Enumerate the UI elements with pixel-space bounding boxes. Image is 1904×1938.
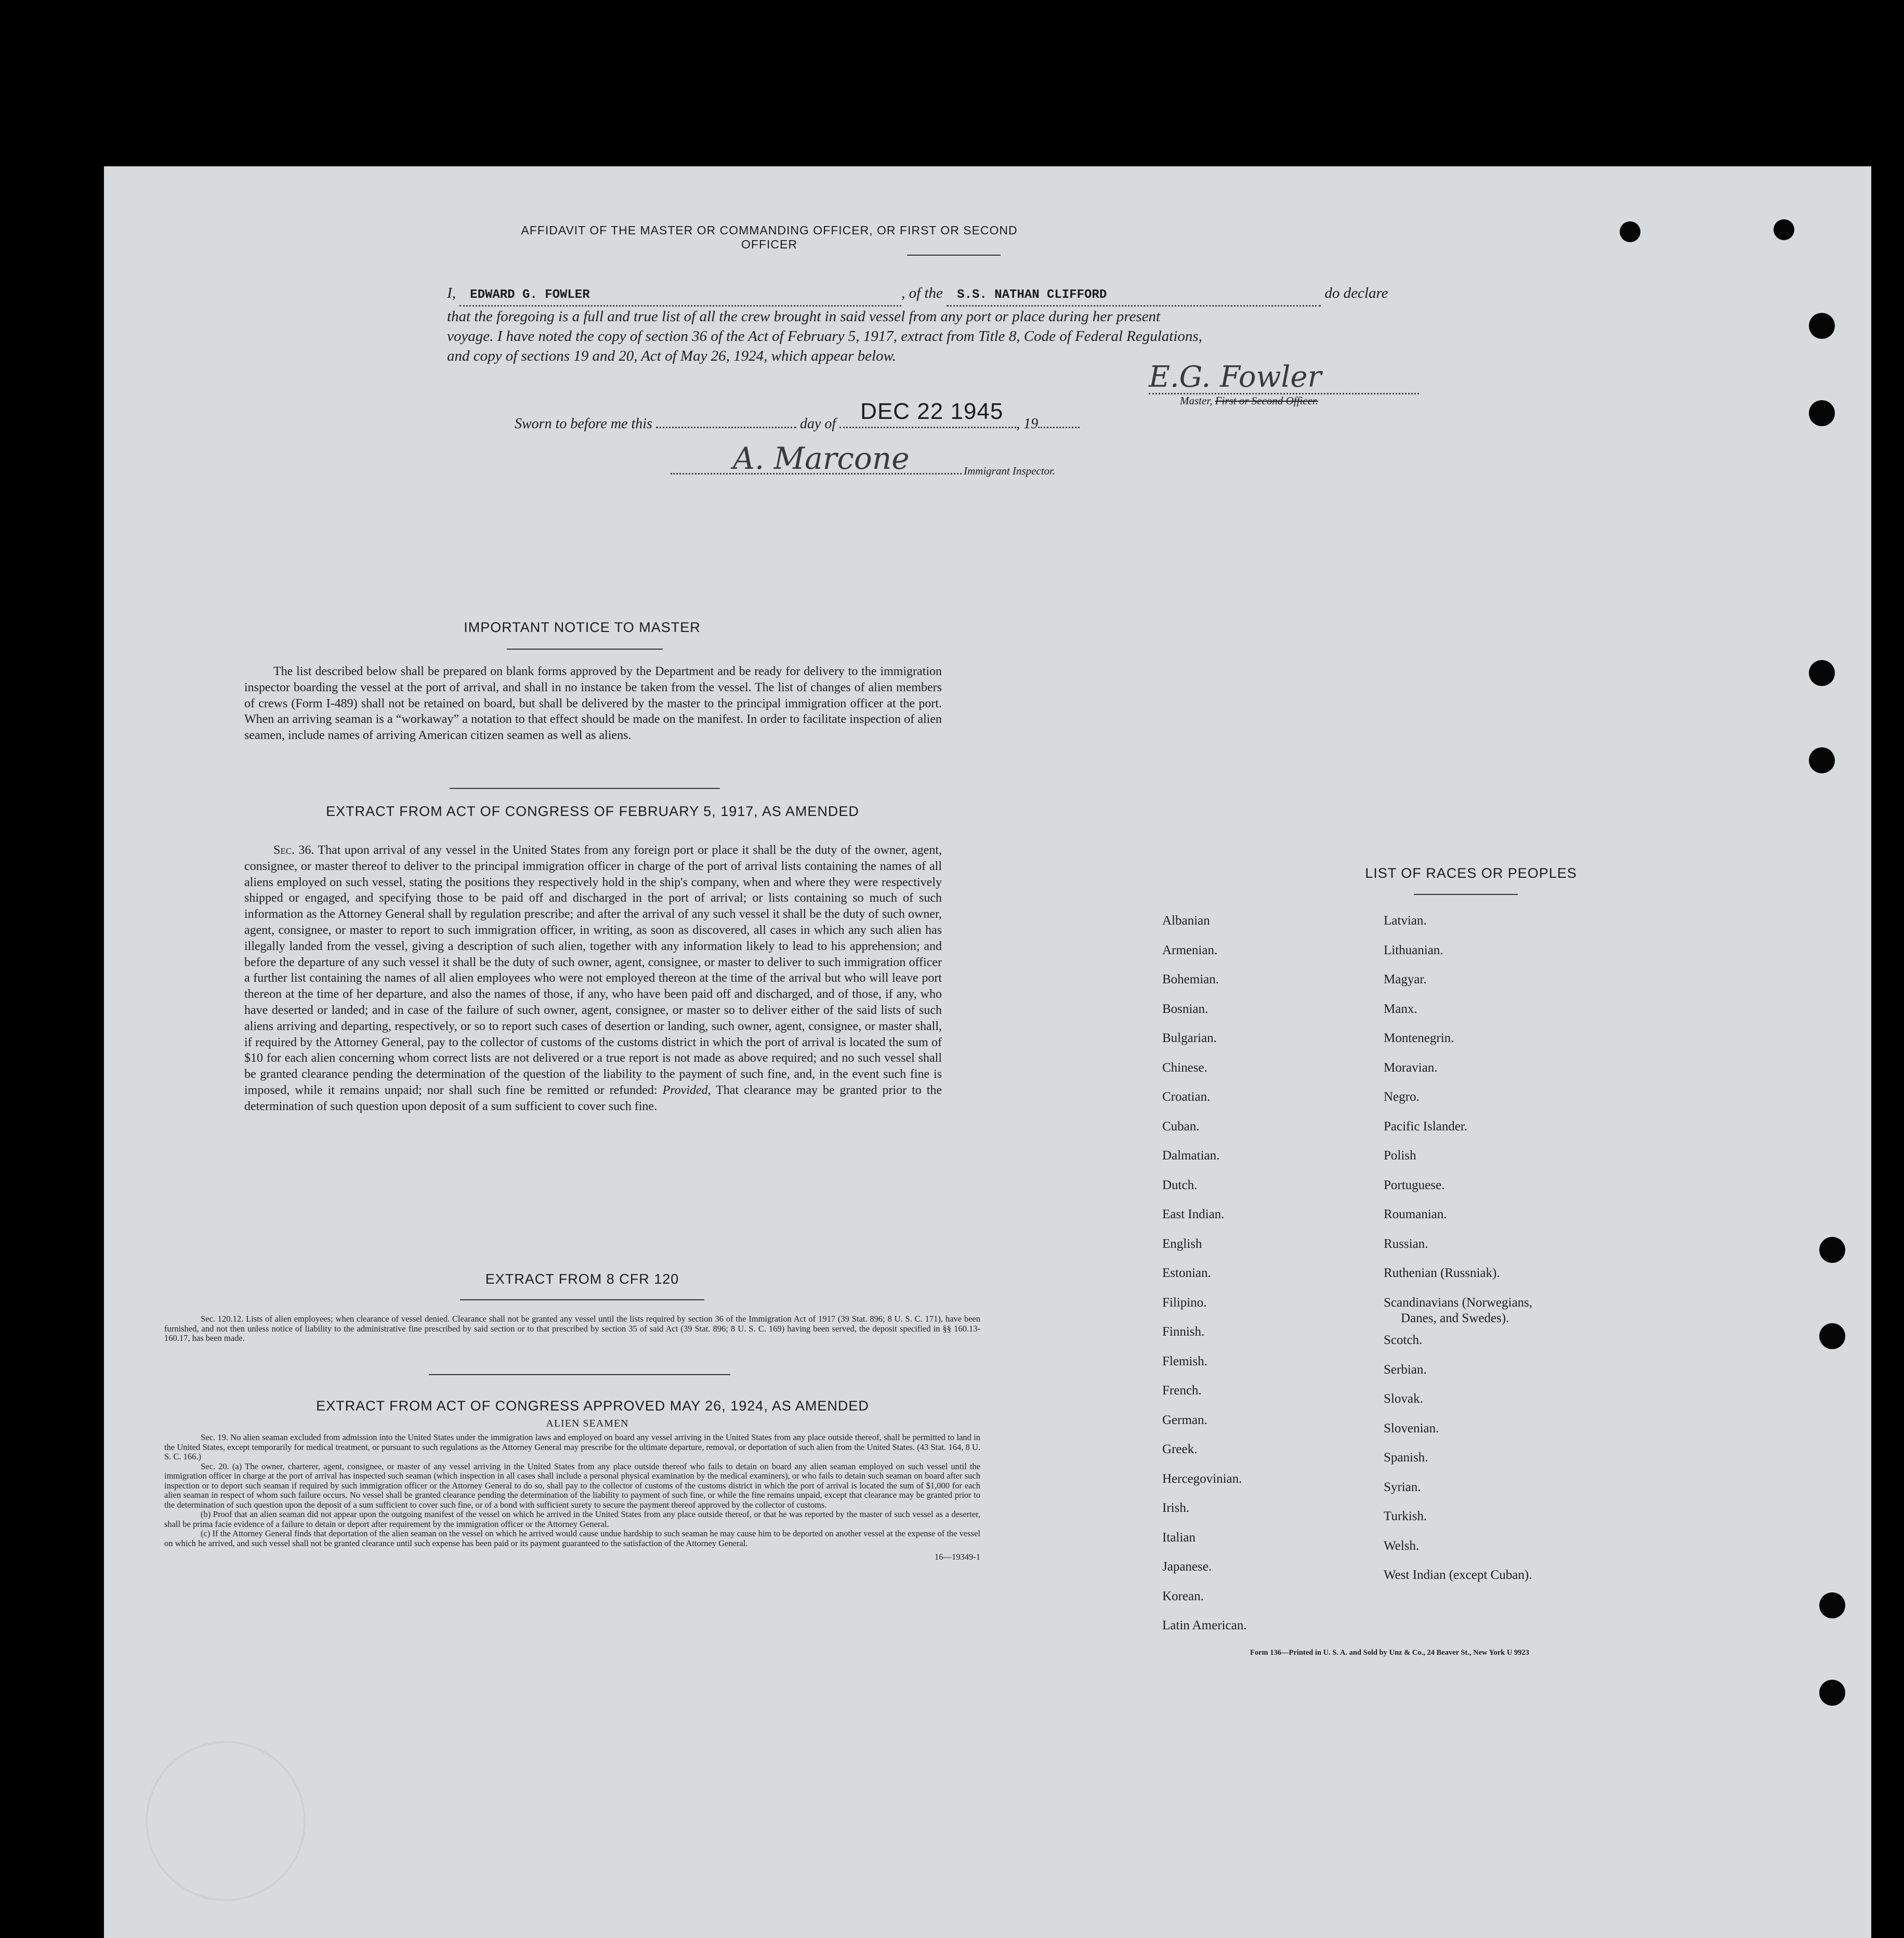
- sec-36-text: That upon arrival of any vessel in the United States from any foreign port or place it shall be the duty of the owner, agent, consignee, or master thereof to deliver to the principal immigration officer in charge of the port of arrival lists containing the names of all aliens employed on such vessel, stating the positions they respectively hold in the ship's company, when and where they were respectively shipped or engaged, and specifying those to be paid off and discharged in the port of arrival; or lists containing so much of such information as the Attorney General shall by regulation prescribe; and after the arrival of any such vessel it shall be the duty of such owner, agent, consignee, or master to report to such immigration officer, in writing, as soon as discovered, all cases in which any such alien has illegally landed from the vessel, giving a description of such alien, together with any information likely to lead to his apprehension; and before the departure of any such vessel it shall be the duty of such owner, agent, consignee, or master to deliver to such immigration officer a further list containing the names of all alien employees who were not employed thereon at the time of the arrival but who will leave port thereon at the time of her departure, and also the names of those, if any, who have been paid off and discharged, and of those, if any, who have deserted or landed; and in case of the failure of such owner, agent, consignee, or master so to deliver either of the said lists of such aliens arriving and departing, respectively, or so to report such cases of desertion or landing, such owner, agent, consignee, or master shall, if required by the Attorney General, pay to the collector of customs of the customs district in which the port of arrival is located the sum of $10 for each alien concerning whom correct lists are not delivered or a true report is not made as above required; and no such vessel shall be granted clearance pending the determination of the question of the liability to the payment of such fine, and, in the event such fine is imposed, while it remains unpaid; nor shall such fine be remitted or refunded:: [244, 843, 942, 1097]
- do-declare-label: do declare: [1324, 285, 1388, 301]
- race-item: Danes, and Swedes).: [1401, 1311, 1509, 1325]
- cfr-heading: EXTRACT FROM 8 CFR 120: [485, 1271, 679, 1287]
- affidavit-line-2: that the foregoing is a full and true list of all the crew brought in said vessel from any port or place during her present: [447, 308, 1161, 325]
- race-item: German.: [1162, 1413, 1207, 1427]
- binder-hole: [1819, 1680, 1845, 1706]
- binder-hole: [1774, 219, 1794, 240]
- of-the-label: , of the: [901, 285, 943, 301]
- race-item: Latvian.: [1384, 914, 1427, 928]
- alien-seamen-subheading: ALIEN SEAMEN: [546, 1418, 629, 1429]
- sec-36-text-end: That clearance may be granted prior to the determination of such question upon deposit of a sum sufficient to cover such fine.: [244, 1083, 942, 1113]
- vessel-name: S.S. NATHAN CLIFFORD: [957, 288, 1107, 302]
- inspector-label: Immigrant Inspector.: [964, 465, 1056, 477]
- race-item: Moravian.: [1384, 1060, 1438, 1075]
- extract-1924-heading: EXTRACT FROM ACT OF CONGRESS APPROVED MAY 26, 1924, AS AMENDED: [316, 1398, 869, 1414]
- race-item: Croatian.: [1162, 1090, 1211, 1104]
- race-item: Syrian.: [1384, 1480, 1421, 1494]
- binder-hole: [1809, 313, 1835, 339]
- race-item: Negro.: [1384, 1090, 1420, 1104]
- extract-1917-text: [244, 842, 942, 1115]
- notice-heading: IMPORTANT NOTICE TO MASTER: [464, 619, 701, 635]
- race-item: Spanish.: [1384, 1451, 1428, 1465]
- race-item: Scotch.: [1384, 1333, 1423, 1347]
- race-item: Slovak.: [1384, 1392, 1423, 1406]
- divider: [1414, 894, 1518, 895]
- notice-text: The list described below shall be prepared on blank forms approved by the Department and be ready for delivery to the immigration inspector boarding the vessel at the port of arrival, and shall in no instance be taken from the vessel. The list of changes of alien members of crews (Form I-489) shall not be retained on board, but shall be delivered by the master to the principal immigration officer at the port. When an arriving seaman is a “workaway” a notation to that effect should be made on the manifest. In order to facilitate inspection of alien seamen, include names of arriving American citizen seamen as well as aliens.: [244, 665, 942, 743]
- master-signature: E.G. Fowler: [1149, 362, 1419, 394]
- race-item: Japanese.: [1162, 1560, 1212, 1574]
- race-item: Magyar.: [1384, 972, 1427, 986]
- race-item: Bulgarian.: [1162, 1031, 1217, 1045]
- race-item: Armenian.: [1162, 943, 1218, 957]
- affidavit-i: I,: [447, 285, 456, 301]
- race-item: Dutch.: [1162, 1178, 1198, 1192]
- race-item: West Indian (except Cuban).: [1384, 1568, 1532, 1582]
- affidavit-line-4: and copy of sections 19 and 20, Act of May 26, 1924, which appear below.: [447, 348, 896, 364]
- races-heading: LIST OF RACES OR PEOPLES: [1365, 865, 1577, 881]
- race-item: Manx.: [1384, 1001, 1417, 1016]
- binder-hole: [1819, 1592, 1845, 1618]
- race-item: Lithuanian.: [1384, 943, 1443, 957]
- provided-label: Provided,: [662, 1083, 711, 1097]
- race-item: Hercegovinian.: [1162, 1471, 1242, 1486]
- sec-36-label: Sec. 36.: [273, 843, 314, 857]
- sec-20a-text: Sec. 20. (a) The owner, charterer, agent, consignee, or master of any vessel arriving in the United States from any place outside thereof who fails to detain on board any alien seaman employed on such vessel until the immigration officer in charge at the port of arrival has inspected such seaman (which inspection in all cases shall include a personal physical examination by the medical examiners), or who fails to detain such seaman on board after such inspection or to deport such seaman if required by such immigration officer or the Attorney General to do so, shall pay to the collector of customs of the customs district in which the port of arrival is located the sum of $1,000 for each alien seaman in respect of whom such failure occurs. No vessel shall be granted clearance pending the determination of the liability to payment of such fine, or while the fine remains unpaid, except that clearance may be granted prior to the determination of such question upon the deposit of a sum sufficient to cover such fine, or of a bond with sufficient surety to secure the payment thereof approved by the collector of customs.: [164, 1461, 980, 1510]
- master-signature-block: [1128, 362, 1419, 407]
- inspector-signature: A. Marcone: [733, 441, 910, 476]
- affidavit-line-3: voyage. I have noted the copy of section 36 of the Act of February 5, 1917, extract from Title 8, Code of Federal Regulations,: [447, 328, 1202, 345]
- race-item: Roumanian.: [1384, 1207, 1447, 1221]
- race-item: Montenegrin.: [1384, 1031, 1454, 1045]
- race-item: Greek.: [1162, 1442, 1198, 1456]
- race-item: Portuguese.: [1384, 1178, 1445, 1192]
- race-item: Filipino.: [1162, 1295, 1207, 1310]
- extract-1924-text: [164, 1433, 980, 1562]
- struck-officer-label: First or Second Officer.: [1215, 394, 1318, 407]
- binder-hole: [1819, 1237, 1845, 1263]
- print-code: 16—19349-1: [935, 1552, 980, 1562]
- race-item: Flemish.: [1162, 1354, 1207, 1368]
- form-page: [104, 166, 1871, 1938]
- race-item: English: [1162, 1236, 1202, 1251]
- day-of-label: day of: [799, 416, 836, 432]
- race-item: French.: [1162, 1383, 1202, 1398]
- race-item: Turkish.: [1384, 1509, 1427, 1523]
- race-item: Slovenian.: [1384, 1421, 1439, 1435]
- divider: [429, 1374, 730, 1375]
- inspector-signature-block: [671, 442, 1190, 478]
- race-item: Welsh.: [1384, 1538, 1420, 1553]
- year-prefix: , 19: [1016, 416, 1039, 432]
- binder-hole: [1809, 747, 1835, 773]
- race-item: Scandinavians (Norwegians,: [1384, 1295, 1533, 1310]
- sworn-label: Sworn to before me this: [515, 416, 652, 432]
- date-stamp: DEC 22 1945: [860, 399, 1004, 424]
- race-item: Korean.: [1162, 1589, 1204, 1603]
- binder-hole: [1809, 400, 1835, 426]
- binder-hole: [1809, 660, 1835, 686]
- race-item: Russian.: [1384, 1236, 1428, 1251]
- sec-19-text: Sec. 19. No alien seaman excluded from admission into the United States under the immigration laws and employed on board any vessel arriving in the United States from any place outside thereof, shall be permitted to land in the United States, except temporarily for medical treatment, or pursuant to such regulations as the Attorney General may prescribe for the ultimate departure, removal, or deportation of such alien from the United States. (43 Stat. 164, 8 U. S. C. 166.): [164, 1432, 980, 1461]
- extract-1917-heading: EXTRACT FROM ACT OF CONGRESS OF FEBRUARY 5, 1917, AS AMENDED: [326, 803, 859, 819]
- affidavit-statement: [447, 283, 1559, 366]
- sec-20b-text: (b) Proof that an alien seaman did not appear upon the outgoing manifest of the vessel on which he arrived in the United States from any place outside thereof, or that he was reported by the master of such vessel as a deserter, shall be prima facie evidence of a failure to detain or deport after requirement by the immigration officer or the Attorney General.: [164, 1509, 980, 1529]
- divider: [907, 255, 1001, 256]
- binder-hole: [1819, 1323, 1845, 1349]
- master-name: EDWARD G. FOWLER: [470, 288, 590, 302]
- sec-20c-text: (c) If the Attorney General finds that deportation of the alien seaman on the vessel on which he arrived would cause undue hardship to such seaman he may cause him to be deported on another vessel at the expense of the vessel on which he arrived, and such vessel shall not be granted clearance until such expense has been paid or its payment guaranteed to the satisfaction of the Attorney General.: [164, 1528, 980, 1548]
- master-label: Master,: [1180, 394, 1213, 407]
- race-item: Irish.: [1162, 1501, 1190, 1515]
- race-item: Serbian.: [1384, 1362, 1427, 1377]
- race-item: Finnish.: [1162, 1325, 1205, 1339]
- seal-impression: [146, 1741, 306, 1901]
- race-item: East Indian.: [1162, 1207, 1225, 1221]
- form-info: Form 136—Printed in U. S. A. and Sold by Unz & Co., 24 Beaver St., New York U 9923: [1250, 1649, 1529, 1657]
- race-item: Dalmatian.: [1162, 1149, 1220, 1163]
- cfr-text: Sec. 120.12. Lists of alien employees; when clearance of vessel denied. Clearance shall not be granted any vessel until the lists required by section 36 of the Immigration Act of 1917 (39 Stat. 896; 8 U. S. C. 171), have been furnished, and not then unless notice of liability to the administrative fine prescribed by said section or to that prescribed by section 35 of said Act (39 Stat. 896; 8 U. S. C. 169) having been served, the deposit specified in §§ 160.13-160.17, has been made.: [164, 1314, 980, 1343]
- divider: [460, 1299, 704, 1300]
- divider: [507, 649, 663, 650]
- race-item: Albanian: [1162, 914, 1210, 928]
- binder-hole: [1620, 221, 1640, 242]
- race-item: Chinese.: [1162, 1060, 1207, 1075]
- race-item: Italian: [1162, 1530, 1196, 1545]
- race-item: Estonian.: [1162, 1266, 1211, 1280]
- race-item: Bosnian.: [1162, 1001, 1209, 1016]
- race-item: Ruthenian (Russniak).: [1384, 1266, 1500, 1280]
- race-item: Latin American.: [1162, 1618, 1247, 1632]
- race-item: Polish: [1384, 1149, 1416, 1163]
- affidavit-title: AFFIDAVIT OF THE MASTER OR COMMANDING OFFICER, OR FIRST OR SECOND OFFICER: [521, 223, 1018, 251]
- race-item: Cuban.: [1162, 1119, 1200, 1133]
- race-item: Bohemian.: [1162, 972, 1219, 986]
- race-item: Pacific Islander.: [1384, 1119, 1468, 1133]
- divider: [450, 788, 720, 789]
